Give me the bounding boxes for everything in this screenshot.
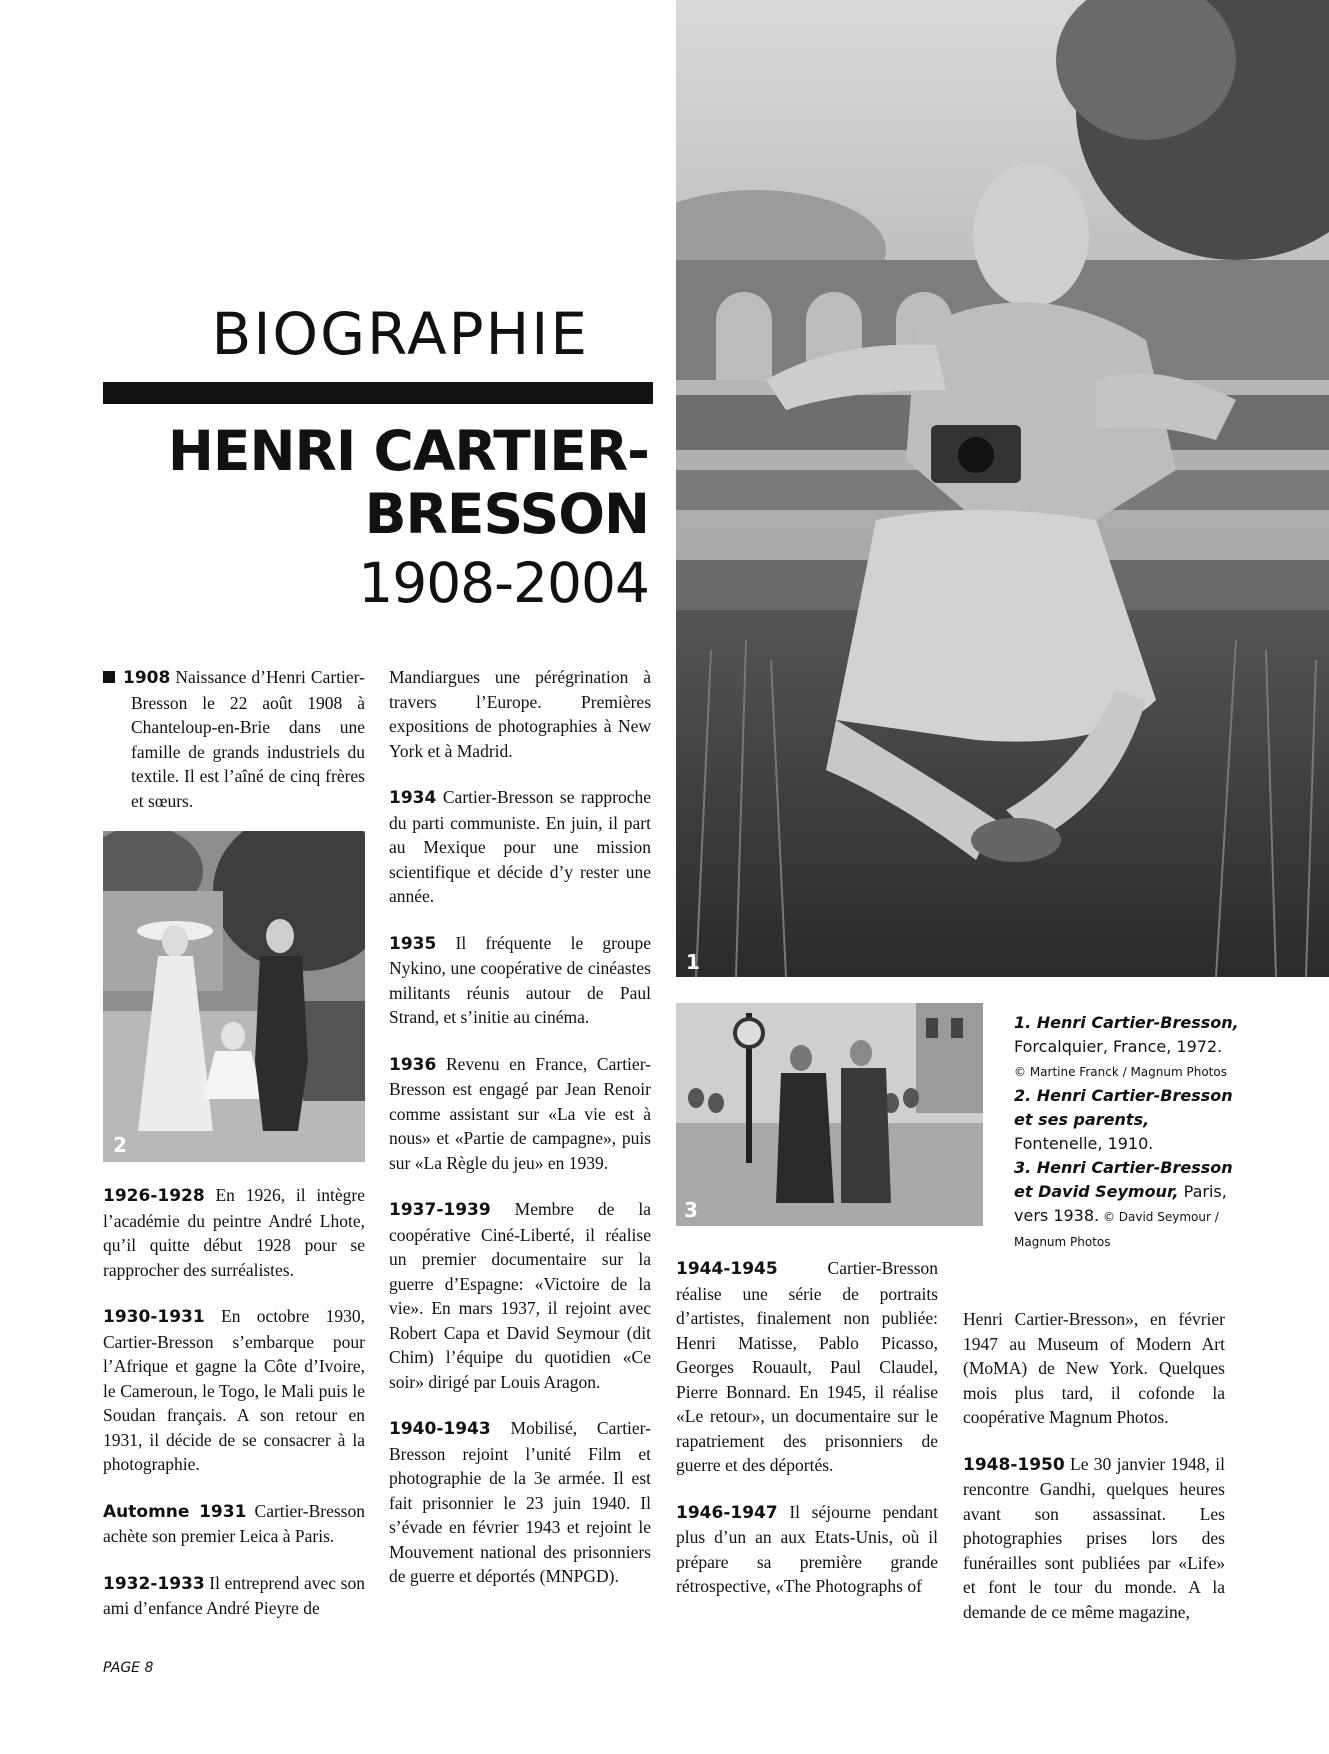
entry-1930-1931 [103,1304,365,1477]
subject-name [168,420,649,547]
entry-1946-1947 [676,1500,938,1599]
caption-3-title: 3. Henri Cartier-Bresson et David Seymour, [1014,1158,1233,1201]
entry-year: 1926-1928 [103,1186,205,1206]
column-4 [963,1307,1225,1646]
entry-text: Il fréquente le groupe Nykino, une coopérative de cinéastes militants réunis autour de Paul Strand, et s’initie au cinéma. [389,932,651,1027]
caption-1-place: Forcalquier, France, 1972. [1014,1037,1223,1056]
entry-text: Il séjourne pendant plus d’un an aux Etats-Unis, où il prépare sa première grande rétrospective, «The Photographs of [676,1501,938,1596]
caption-2-title: 2. Henri Cartier-Bresson et ses parents, [1014,1086,1233,1129]
entry-1932-1933 [103,1571,365,1621]
title-rule [103,382,653,404]
entry-1934 [389,785,651,909]
page-number: PAGE 8 [103,1660,154,1676]
subject-name-line2: BRESSON [364,482,649,547]
caption-3-place: Paris, vers 1938. [1014,1182,1227,1225]
photo-captions [1014,1011,1239,1254]
family-photo-2 [103,831,365,1162]
entry-text: Mandiargues une pérégrination à travers l’Europe. Premières expositions de photographies à New York et à Madrid. [389,667,651,761]
entry-year: 1930-1931 [103,1307,205,1327]
entry-text: Cartier-Bresson se rapproche du parti communiste. En juin, il part au Mexique pour une mission scientifique et décide d’y rester une année. [389,787,651,906]
entry-year: 1932-1933 [103,1573,205,1594]
entry-1936 [389,1052,651,1176]
entry-1937-1939 [389,1197,651,1394]
entry-year: 1937-1939 [389,1200,491,1220]
bullet-square-icon [103,671,115,683]
entry-year: 1948-1950 [963,1454,1065,1475]
entry-1926-1928 [103,1183,365,1282]
caption-1 [1014,1011,1239,1084]
entry-continued [389,665,651,763]
entry-text: En octobre 1930, Cartier-Bresson s’embarque pour l’Afrique et gagne la Côte d’Ivoire, le Cameroun, le Togo, le Mali puis le Soudan français. A son retour en 1931, il décide de se consacrer à la photographie. [103,1306,365,1474]
entry-text: Membre de la coopérative Ciné-Liberté, il réalise un premier documentaire sur la guerre d’Espagne: «Victoire de la vie». En mars 1937, il rejoint avec Robert Capa et David Seymour (dit Chim) l’équipe du quotidien «Ce soir» dirigé par Louis Aragon. [389,1199,651,1392]
caption-1-title: 1. Henri Cartier-Bresson, [1014,1013,1239,1032]
entry-text: Revenu en France, Cartier-Bresson est engagé par Jean Renoir comme assistant sur «La vie est à nous» et «Partie de campagne», puis sur «La Règle du jeu» en 1939. [389,1053,651,1173]
entry-automne-1931 [103,1499,365,1549]
entry-text: Cartier-Bresson achète son premier Leica à Paris. [103,1500,365,1546]
entry-1948-1950 [963,1452,1225,1625]
entry-text: Henri Cartier-Bresson», en février 1947 au Museum of Modern Art (MoMA) de New York. Quelques mois plus tard, il cofonde la coopérative Magnum Photos. [963,1309,1225,1427]
photo-3-number: 3 [684,1198,698,1222]
photo-2-number: 2 [113,1133,127,1157]
caption-2-place: Fontenelle, 1910. [1014,1134,1154,1153]
portrait-photo-1 [676,0,1329,977]
entry-1935 [389,931,651,1030]
entry-text: Le 30 janvier 1948, il rencontre Gandhi, quelques heures avant son assassinat. Les photographies prises lors des funérailles sont publiées par «Life» et font le tour du monde. A la demande de ce même magazine, [963,1453,1225,1622]
photo-1-number: 1 [686,950,700,974]
section-label: BIOGRAPHIE [211,300,589,368]
entry-text: Il entreprend avec son ami d’enfance André Pieyre de [103,1572,365,1618]
entry-year: 1946-1947 [676,1502,778,1523]
subject-name-line1: HENRI CARTIER- [167,419,649,483]
entry-text: Naissance d’Henri Cartier-Bresson le 22 août 1908 à Chanteloup-en-Brie dans une famille de grands industriels du textile. Il est l’aîné de cinq frères et sœurs. [131,667,365,811]
caption-1-credit: © Martine Franck / Magnum Photos [1014,1065,1227,1079]
column-1-top [103,665,365,835]
column-2 [389,665,651,1611]
entry-text: Mobilisé, Cartier-Bresson rejoint l’unité Film et photographie de la 3e armée. Il est fait prisonnier le 23 juin 1940. Il s’évade en février 1943 et rejoint le Mouvement national des prisonniers de guerre et déportés (MNPGD). [389,1418,651,1586]
entry-year: 1935 [389,933,437,954]
column-1-bottom [103,1183,365,1643]
entry-text: En 1926, il intègre l’académie du peintre André Lhote, qu’il quitte début 1928 pour se rapprocher des surréalistes. [103,1185,365,1280]
entry-1944-1945 [676,1256,938,1478]
entry-year: Automne 1931 [103,1501,247,1522]
entry-year: 1908 [123,668,171,688]
caption-3-credit: © David Seymour / Magnum Photos [1014,1210,1219,1249]
entry-continued [963,1307,1225,1430]
caption-2 [1014,1084,1239,1156]
entry-text: Cartier-Bresson réalise une série de portraits d’artistes, finalement non publiée: Henri Matisse, Pablo Picasso, Georges Rouault, Paul Claudel, Pierre Bonnard. En 1945, il réalise «Le retour», un documentaire sur le rapatriement des prisonniers de guerre et des déportés. [676,1258,938,1475]
entry-year: 1944-1945 [676,1259,778,1279]
entry-year: 1940-1943 [389,1419,491,1439]
entry-1908 [103,665,365,813]
caption-3 [1014,1156,1239,1254]
entry-year: 1936 [389,1054,437,1075]
entry-1940-1943 [389,1416,651,1589]
entry-year: 1934 [389,788,437,808]
column-3 [676,1256,938,1621]
street-photo-3 [676,1003,983,1226]
subject-dates: 1908-2004 [358,551,649,615]
